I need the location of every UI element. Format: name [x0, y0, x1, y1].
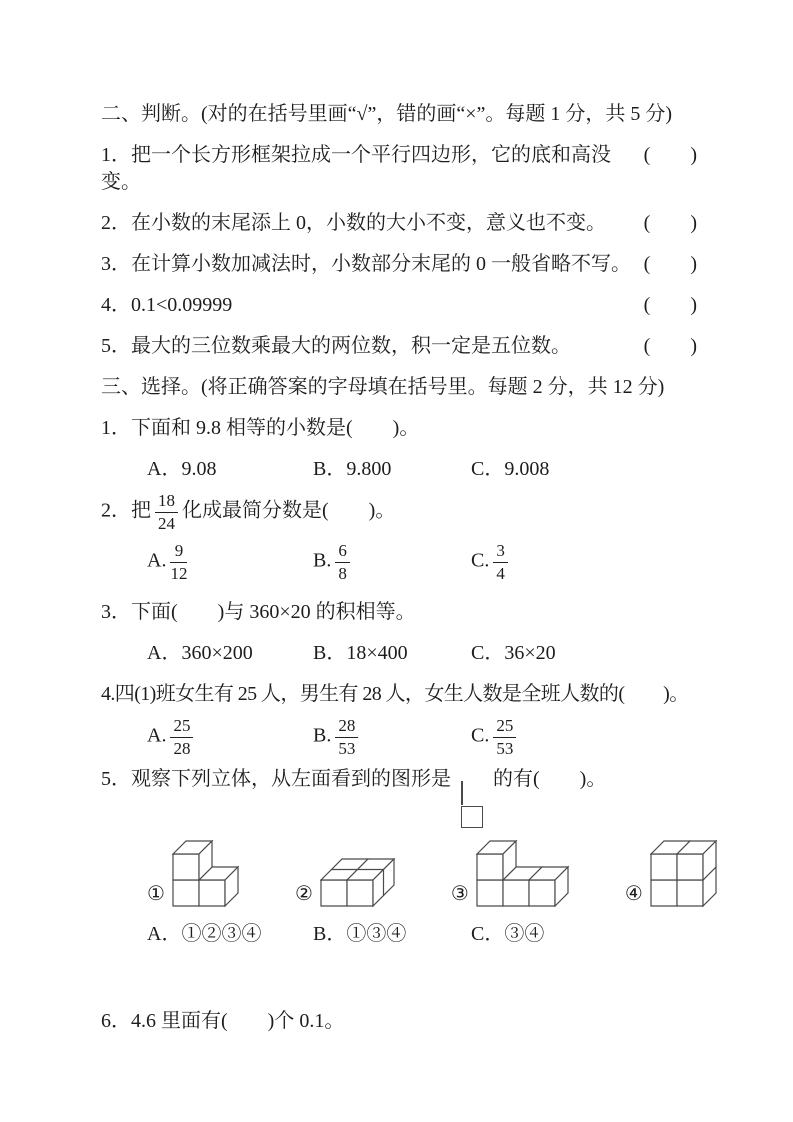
- fraction-denominator: 28: [173, 738, 191, 758]
- cube-figure-2-group: [295, 858, 395, 907]
- judge-item-3-text: 3．在计算小数加减法时，小数部分末尾的 0 一般省略不写。: [101, 253, 631, 275]
- option-a: A．①②③④: [147, 923, 262, 946]
- choice-q2-options: [101, 541, 697, 583]
- option-c: C．③④: [471, 923, 545, 946]
- fraction: [493, 716, 516, 758]
- fraction-denominator: 53: [496, 738, 514, 758]
- option-b: [313, 541, 471, 583]
- option-label: C.: [471, 549, 490, 572]
- fraction: [493, 541, 508, 583]
- fraction-numerator: 28: [335, 716, 358, 738]
- answer-blank: ( ): [643, 335, 697, 357]
- fraction: [335, 716, 358, 758]
- option-c: [471, 541, 697, 583]
- section-judge-title: 二、判断。(对的在括号里画“√”，错的画“×”。每题 1 分，共 5 分): [101, 103, 673, 125]
- cube-figure-1: [172, 840, 239, 907]
- option-a: A．360×200: [147, 642, 253, 665]
- option-c: [471, 716, 697, 758]
- option-label: A.: [147, 724, 167, 747]
- fraction-numerator: 25: [493, 716, 516, 738]
- fraction: [170, 541, 187, 583]
- fraction: [155, 491, 178, 533]
- cube-figure-3: [476, 840, 569, 907]
- fraction-numerator: 18: [155, 491, 178, 513]
- judge-item-3: [101, 251, 697, 278]
- fraction: [170, 716, 193, 758]
- fraction-numerator: 25: [170, 716, 193, 738]
- fraction: [335, 541, 350, 583]
- domino-reference-figure: [461, 780, 483, 828]
- figure-label: ③: [450, 883, 469, 906]
- option-b: [313, 716, 471, 758]
- option-b: B．①③④: [313, 923, 407, 946]
- cube-figure-4: [650, 840, 717, 907]
- option-a: A．9.08: [147, 458, 217, 480]
- choice-q1-stem: 1．下面和 9.8 相等的小数是( )。: [101, 417, 420, 439]
- fraction-denominator: 4: [496, 563, 505, 583]
- fraction-denominator: 53: [338, 738, 356, 758]
- fraction-numerator: 9: [170, 541, 187, 563]
- answer-blank: ( ): [643, 212, 697, 234]
- choice-q4-stem: 4.四(1)班女生有 25 人，男生有 28 人，女生人数是全班人数的( )。: [101, 683, 689, 706]
- choice-q3-stem: 3．下面( )与 360×20 的积相等。: [101, 601, 416, 624]
- answer-blank: ( ): [643, 253, 697, 275]
- option-c: C．9.008: [471, 458, 550, 480]
- cube-figure-4-group: [625, 840, 717, 907]
- figure-label: ②: [294, 883, 313, 906]
- cube-figure-3-group: [451, 840, 569, 907]
- option-b: B．18×400: [313, 642, 408, 665]
- choice-q3-options: [101, 640, 697, 667]
- figure-label: ①: [147, 883, 165, 906]
- choice-q2-stem-suffix: 化成最简分数是( )。: [182, 499, 396, 522]
- option-label: B.: [313, 549, 332, 572]
- option-b: B．9.800: [313, 458, 392, 480]
- judge-item-2-text: 2．在小数的末尾添上 0，小数的大小不变，意义也不变。: [101, 212, 606, 234]
- judge-item-5: [101, 333, 697, 360]
- judge-item-5-text: 5．最大的三位数乘最大的两位数，积一定是五位数。: [101, 335, 571, 357]
- choice-q2-stem: [101, 491, 697, 533]
- cube-figure-1-group: [147, 840, 239, 907]
- domino-square: [461, 806, 483, 828]
- fraction-denominator: 12: [170, 563, 188, 583]
- fraction-denominator: 24: [158, 513, 175, 533]
- domino-square: [461, 781, 463, 805]
- cube-figure-2: [320, 858, 395, 907]
- fraction-denominator: 8: [338, 563, 347, 583]
- option-a: [147, 541, 313, 583]
- answer-blank: ( ): [643, 144, 697, 166]
- fraction-numerator: 6: [335, 541, 350, 563]
- figure-label: ④: [624, 883, 643, 906]
- judge-item-4-text: 4．0.1<0.09999: [101, 294, 233, 316]
- section-choice-title: 三、选择。(将正确答案的字母填在括号里。每题 2 分，共 12 分): [101, 376, 665, 398]
- judge-item-1-text: 1．把一个长方形框架拉成一个平行四边形，它的底和高没变。: [101, 144, 611, 193]
- choice-q1-options: [101, 456, 697, 483]
- option-label: C.: [471, 724, 490, 747]
- choice-q5-options: [101, 921, 697, 948]
- judge-item-4: [101, 292, 697, 319]
- choice-q5-stem-suffix: 的有( )。: [493, 768, 607, 791]
- option-label: A.: [147, 549, 167, 572]
- answer-blank: ( ): [643, 294, 697, 316]
- choice-q6-stem: 6．4.6 里面有( )个 0.1。: [101, 1010, 345, 1033]
- choice-q5-stem-prefix: 5．观察下列立体，从左面看到的图形是: [101, 768, 451, 791]
- choice-q5-stem: [101, 766, 697, 828]
- cube-figures-row: [101, 840, 697, 907]
- fraction-numerator: 3: [493, 541, 508, 563]
- judge-item-2: [101, 210, 697, 237]
- choice-q2-stem-prefix: 2．把: [101, 499, 151, 522]
- option-label: B.: [313, 724, 332, 747]
- judge-item-1: [101, 142, 697, 196]
- option-a: [147, 716, 313, 758]
- option-c: C．36×20: [471, 642, 556, 665]
- choice-q4-options: [101, 716, 697, 758]
